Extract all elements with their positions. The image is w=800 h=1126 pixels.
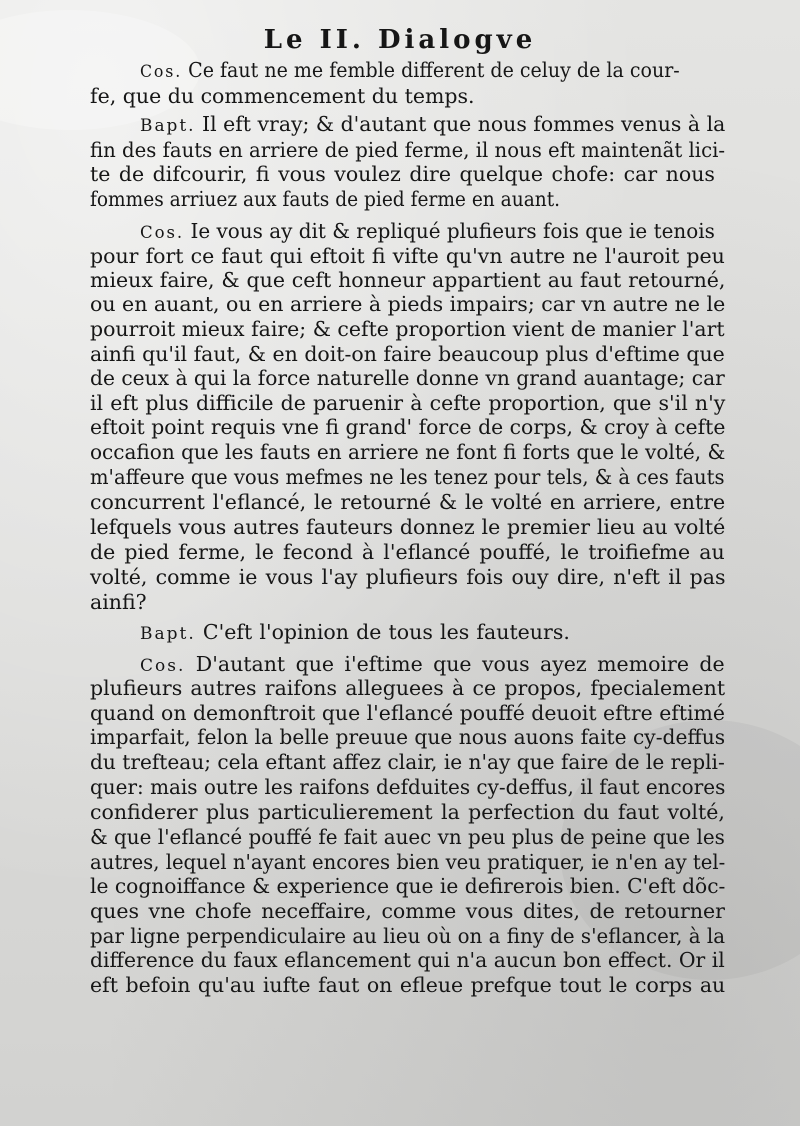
- line-text: ainfi qu'il faut, & en doit-on faire beaucoup plus d'eftime que: [90, 342, 725, 366]
- line-text: ques vne chofe neceffaire, comme vous dites, de retourner: [90, 899, 725, 923]
- text-line: [90, 187, 560, 212]
- text-line: [90, 342, 725, 367]
- line-text: mieux faire, & que ceft honneur appartient au faut retourné,: [90, 268, 726, 292]
- text-line: [90, 465, 725, 490]
- text-line: [140, 58, 680, 85]
- line-text: le cognoiffance & experience que ie defirerois bien. C'eft dõc-: [90, 874, 726, 898]
- line-text: plufieurs autres raifons alleguees à ce propos, fpecialement: [90, 676, 726, 700]
- line-text: il eft plus difficile de paruenir à cefte proportion, que s'il n'y: [90, 391, 726, 415]
- text-line: [90, 162, 715, 187]
- line-text: eft befoin qu'au iufte faut on efleue prefque tout le corps au: [90, 973, 726, 997]
- text-line: [90, 874, 725, 899]
- text-line: [90, 540, 725, 565]
- text-line: [90, 850, 725, 875]
- line-text: eftoit point requis vne fi grand' force de corps, & croy à cefte: [90, 415, 726, 439]
- line-text: Ie vous ay dit & repliqué plufieurs fois que ie tenois: [184, 219, 715, 243]
- text-line: [90, 490, 725, 515]
- text-line: [140, 219, 715, 246]
- line-text: & que l'eflancé pouffé fe fait auec vn peu plus de peine que les: [90, 825, 725, 849]
- text-line: [90, 701, 725, 726]
- text-line: [90, 775, 725, 800]
- text-line: [90, 948, 725, 973]
- line-text: ou en auant, ou en arriere à pieds impairs; car vn autre ne le: [90, 292, 726, 316]
- running-header: Le II. Dialogve: [263, 25, 537, 55]
- line-text: pour fort ce faut qui eftoit fi vifte qu'vn autre ne l'auroit peu: [90, 244, 725, 268]
- line-text: Ce faut ne me femble different de celuy de la cour-: [182, 58, 680, 82]
- line-text: ainfi?: [90, 590, 147, 614]
- line-text: te de difcourir, fi vous voulez dire quelque chofe: car nous: [90, 162, 715, 186]
- line-text: concurrent l'eflancé, le retourné & le volté en arriere, entre: [90, 490, 726, 514]
- line-text: par ligne perpendiculaire au lieu où on a finy de s'eflancer, à la: [90, 924, 726, 948]
- line-text: volté, comme ie vous l'ay plufieurs fois ouy dire, n'eft il pas: [90, 565, 726, 589]
- line-text: occafion que les fauts en arriere ne font fi forts que le volté, &: [90, 440, 726, 464]
- text-line: [90, 317, 725, 342]
- text-line: [90, 590, 147, 615]
- line-text: D'autant que i'eftime que vous ayez memoire de: [185, 652, 725, 676]
- line-text: lefquels vous autres fauteurs donnez le premier lieu au volté: [90, 515, 726, 539]
- text-line: [90, 725, 725, 750]
- text-line: [90, 440, 725, 465]
- line-text: difference du faux eflancement qui n'a aucun bon effect. Or il: [90, 948, 725, 972]
- line-text: imparfait, felon la belle preuue que nous auons faite cy-deffus: [90, 725, 726, 749]
- speaker-name: Bapt.: [140, 624, 196, 644]
- text-line: [90, 84, 475, 109]
- text-line: [90, 924, 725, 949]
- text-line: [90, 515, 725, 540]
- text-line: [140, 652, 725, 679]
- line-text: pourroit mieux faire; & cefte proportion vient de manier l'art: [90, 317, 725, 341]
- line-text: m'affeure que vous mefmes ne les tenez pour tels, & à ces fauts: [90, 465, 725, 489]
- text-line: [90, 268, 725, 293]
- speaker-name: Cos.: [140, 656, 186, 676]
- line-text: quer: mais outre les raifons defduites cy-deffus, il faut encores: [90, 775, 726, 799]
- text-line: [90, 138, 725, 163]
- text-line: [90, 366, 725, 391]
- line-text: quand on demonftroit que l'eflancé pouffé deuoit eftre eftimé: [90, 701, 725, 725]
- line-text: Il eft vray; & d'autant que nous fommes venus à la: [195, 112, 726, 136]
- line-text: de ceux à qui la force naturelle donne vn grand auantage; car: [90, 366, 725, 390]
- line-text: fe, que du commencement du temps.: [90, 84, 475, 108]
- text-line: [90, 415, 725, 440]
- speaker-name: Bapt.: [140, 116, 196, 136]
- line-text: autres, lequel n'ayant encores bien veu pratiquer, ie n'en ay tel-: [90, 850, 726, 874]
- text-line: [140, 112, 725, 139]
- text-line: [90, 800, 725, 825]
- text-line: [90, 244, 725, 269]
- line-text: confiderer plus particulierement la perfection du faut volté,: [90, 800, 725, 824]
- text-line: [90, 391, 725, 416]
- text-line: [90, 973, 725, 998]
- speaker-name: Cos.: [140, 223, 185, 243]
- line-text: du trefteau; cela eftant affez clair, ie n'ay que faire de le repli-: [90, 750, 725, 774]
- text-line: [90, 565, 725, 590]
- line-text: C'eft l'opinion de tous les fauteurs.: [195, 620, 570, 644]
- text-line: [90, 825, 725, 850]
- line-text: fin des fauts en arriere de pied ferme, il nous eft maintenãt lici-: [90, 138, 726, 162]
- text-line: [90, 750, 725, 775]
- line-text: de pied ferme, le fecond à l'eflancé pouffé, le troifiefme au: [90, 540, 725, 564]
- speaker-name: Cos.: [140, 62, 183, 82]
- line-text: fommes arriuez aux fauts de pied ferme en auant.: [90, 187, 561, 211]
- text-line: [90, 899, 725, 924]
- text-line: [90, 292, 725, 317]
- text-line: [90, 676, 725, 701]
- text-line: [140, 620, 570, 647]
